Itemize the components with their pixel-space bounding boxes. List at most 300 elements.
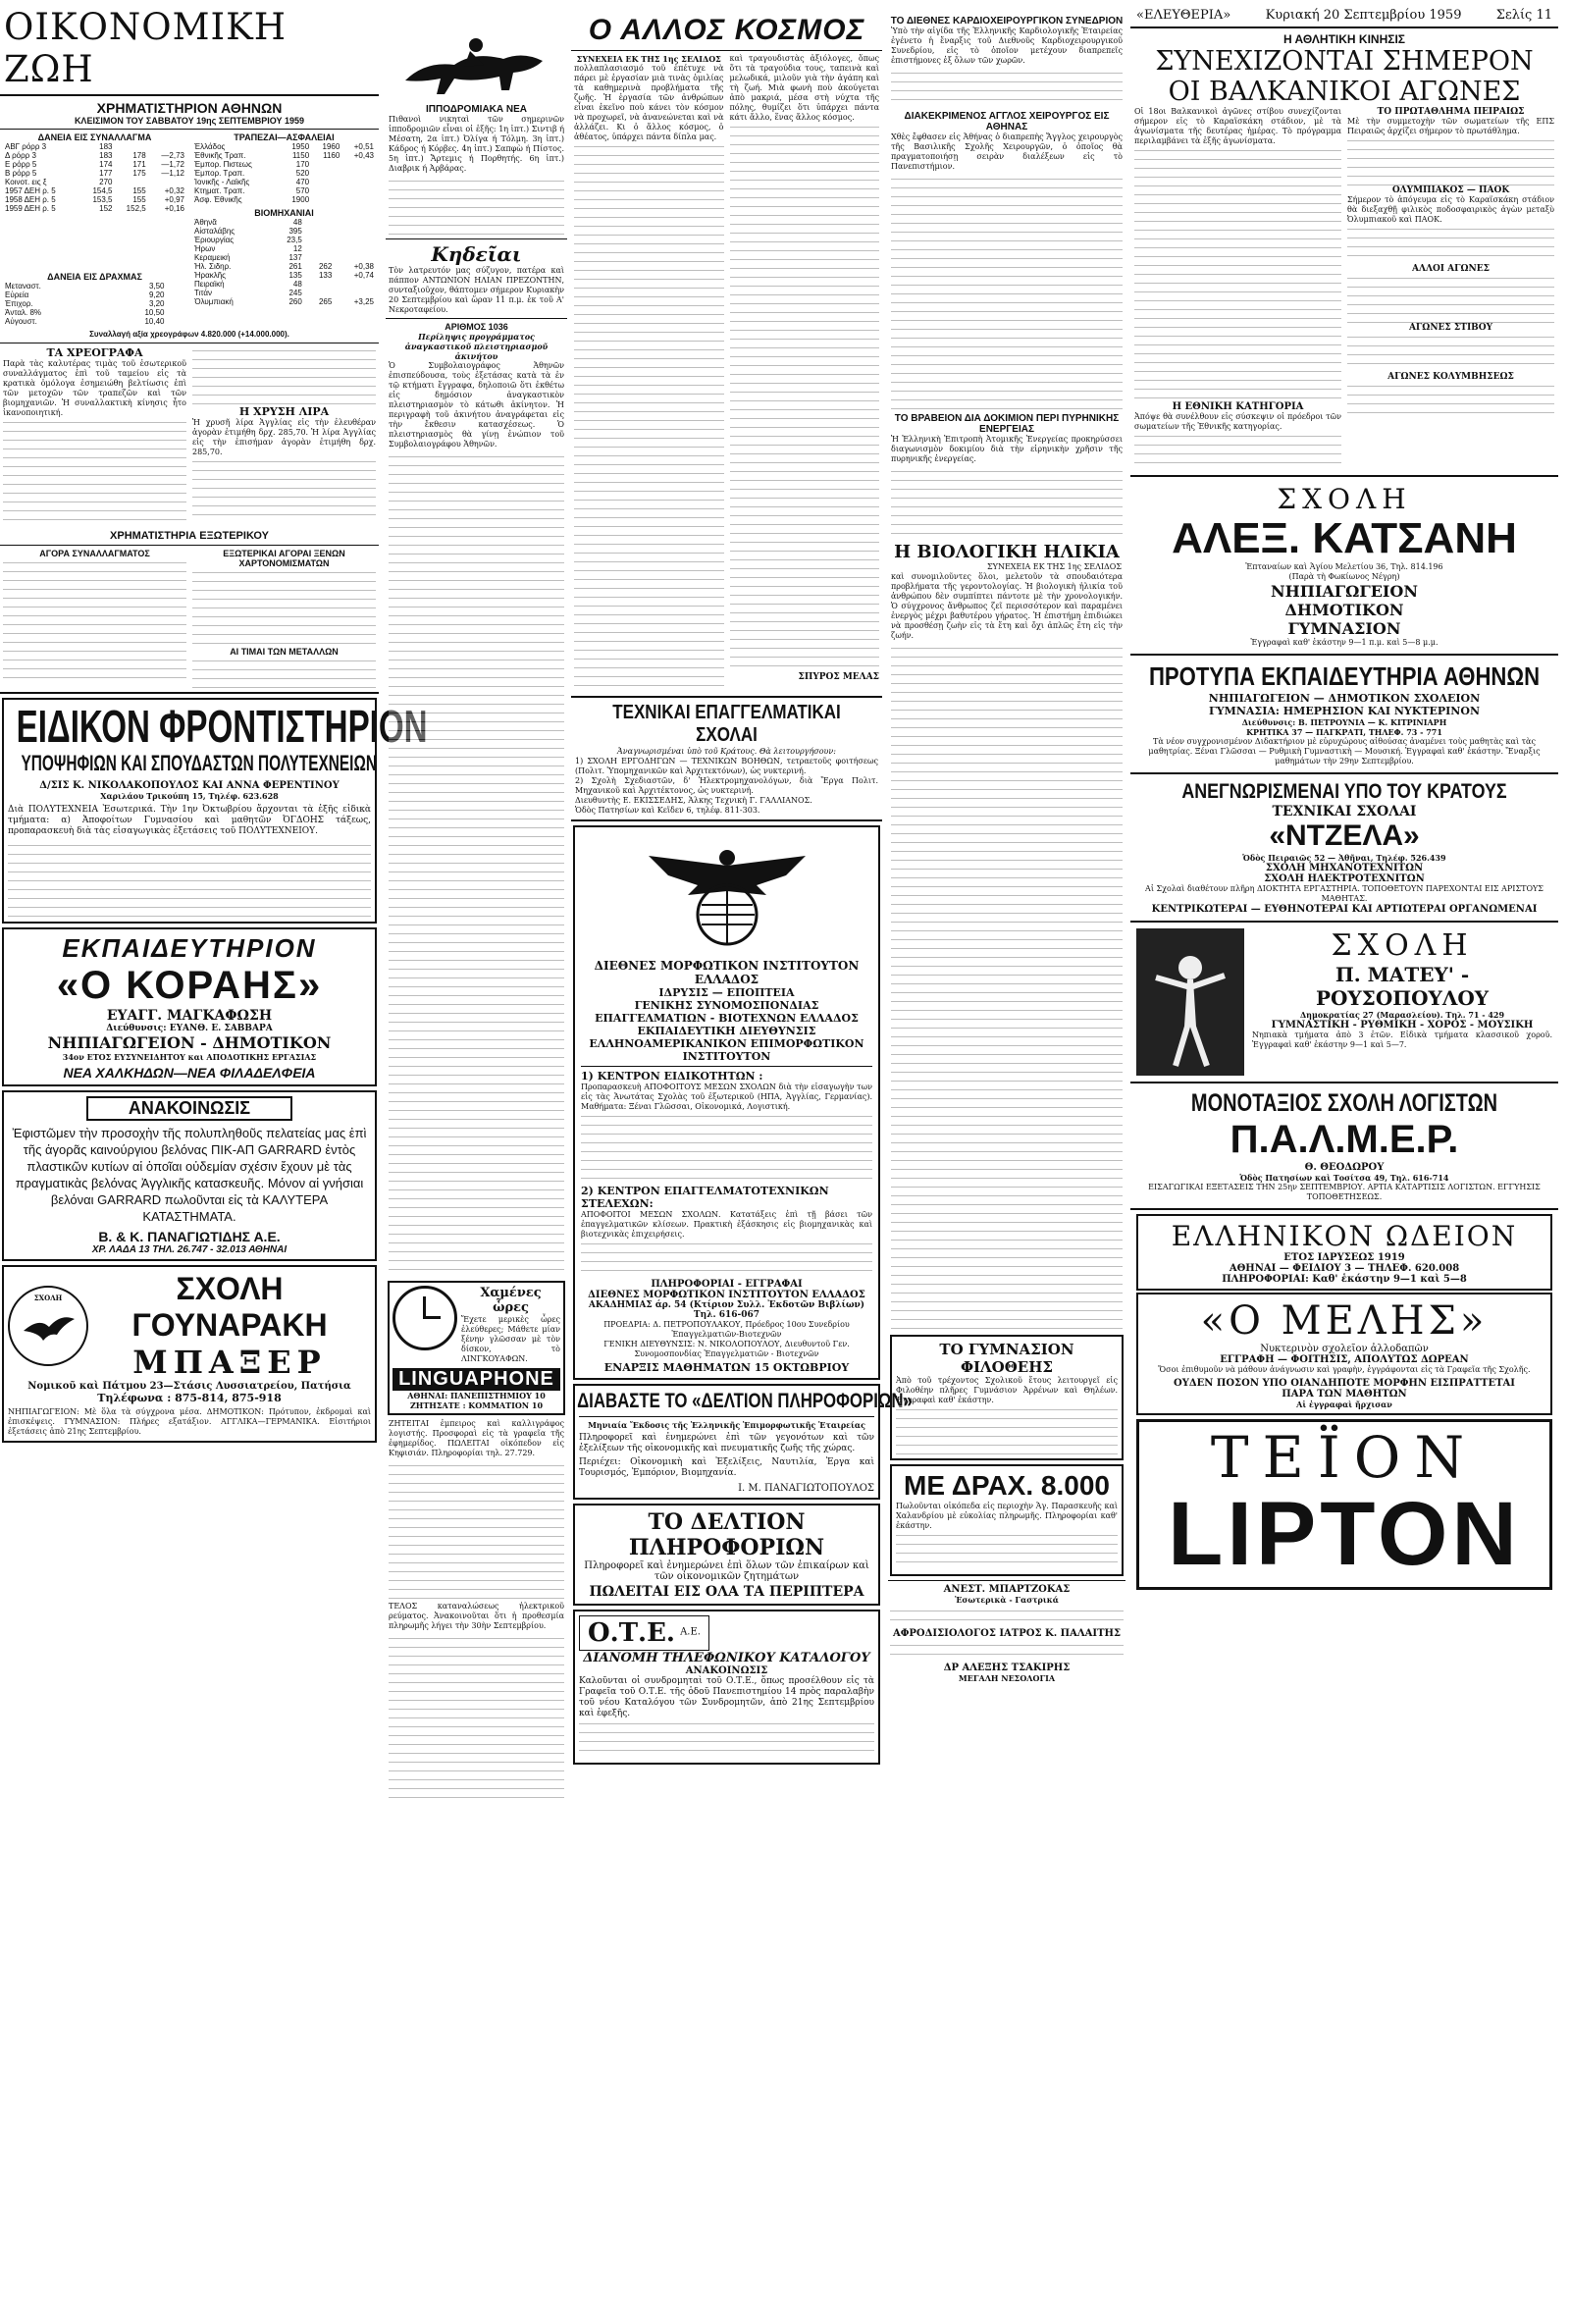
table-cell [177,299,186,308]
gounaraki-logo-text: ΣΧΟΛΗ [33,1294,63,1302]
tea-l2: LIPTON [1168,1484,1521,1584]
chreografa-title: ΤΑ ΧΡΕΟΓΡΑΦΑ [46,346,143,359]
table-row [3,186,186,195]
ethniki-head: Η ΕΘΝΙΚΗ ΚΑΤΗΓΟΡΙΑ [1172,401,1304,412]
table-cell: 1160 [323,151,340,160]
table-cell: 1900 [291,195,310,204]
table-cell [304,218,335,227]
table-cell: Ἀσφ. Ἐθνικῆς [194,195,242,204]
katsani-l3: ΓΥΜΝΑΣΙΟΝ [1287,619,1401,638]
koris-places: ΝΕΑ ΧΑΛΚΗΔΩΝ—ΝΕΑ ΦΙΛΑΔΕΛΦΕΙΑ [63,1065,316,1081]
nitzela-name: «ΝΤΖΕΛΑ» [1269,819,1420,852]
sports-head: Η ΑΘΛΗΤΙΚΗ ΚΙΝΗΣΙΣ [1283,32,1405,46]
table-cell: Ἐριουργίας [194,236,235,244]
melis-l2: ΕΓΓΡΑΦΗ — ΦΟΙΤΗΣΙΣ, ΑΠΟΛΥΤΩΣ ΔΩΡΕΑΝ [1220,1354,1469,1365]
table-cell: 470 [295,178,310,186]
filothei-text: Ἀπὸ τοῦ τρέχοντος Σχολικοῦ ἔτους λειτουργεῖ εἰς Φιλοθέην πλῆρες Γυμνάσιον Ἀρρένων καὶ Θηλέων. Ἐγγραφαὶ καθ' ἑκάστην. [896,1376,1118,1404]
announce-title: ΑΝΑΚΟΙΝΩΣΙΣ [86,1096,292,1121]
deltion-l3: Περιέχει: Οἰκονομικὴ καὶ Ἐξελίξεις, Ναυτιλία, Ἐργα καὶ Τουρισμός, Ἐμπόριον, Βιομηχανία. [579,1457,874,1478]
ad-protypa [1130,660,1558,768]
table-cell: Ἀνταλ. 8% [5,308,42,317]
arithmos-text: Ὁ Συμβολαιογράφος Ἀθηνῶν ἐπισπεύδουσα, τοὺς ἐξετάσας κατὰ τὰ ἐν τῷ κτήματι ἔγγραφα, δηλοποιῶ ὅτι ἐκθέτω εἰς δημόσιον ἀναγκαστικὸν πλειστηριασμὸν τὸ κάτωθι ἀκίνητον. Ἡ περιγραφὴ τοῦ ἀκινήτου ἀναγράφεται εἰς τὴν ἔκθεσιν κατασχέσεως. Ὁ πλειστηριασμὸς θὰ γίνῃ ἐνώπιον τοῦ Συμβολαιογράφου Ἀθηνῶν. [389,361,564,449]
table-cell: 3,20 [148,299,165,308]
protypa-title: ΠΡΟΤΥΠΑ ΕΚΠΑΙΔΕΥΤΗΡΙΑ ΑΘΗΝΩΝ [1148,661,1541,691]
table-cell: Ἐπιχορ. [5,299,33,308]
table-cell: 177 [99,169,113,178]
table-cell: —1,12 [161,169,184,178]
table-cell: 171 [132,160,146,169]
institute-president: ΠΡΟΕΔΡΙΑ: Δ. ΠΕΤΡΟΠΟΥΛΑΚΟΥ, Πρόεδρος 10ου Συνεδρίου Ἐπαγγελματιῶν-Βιοτεχνῶν [603,1320,850,1339]
text2: Χθὲς ἔφθασεν εἰς Ἀθήνας ὁ διαπρεπὴς Ἄγγλος χειρουργὸς τῆς Βασιλικῆς Σχολῆς Χειρουργῶν, ὁ ὁποῖος θὰ πραγματοποιήσῃ σειρὰν διαλέξεων εἰς τὸ Πανεπιστήμιον. [891,132,1123,171]
table-cell: 48 [292,218,302,227]
melis-foot1: ΟΥΔΕΝ ΠΟΣΟΝ ΥΠΟ ΟΙΑΝΔΗΠΟΤΕ ΜΟΡΦΗΝ ΕΙΣΠΡΑΤΤΕΤΑΙ [1174,1378,1515,1389]
linguaphone-cta: ΖΗΤΗΣΑΤΕ : ΚΟΜΜΑΤΙΟΝ 10 [409,1400,544,1410]
table-cell [115,178,148,186]
doctor-2: ΑΦΡΟΔΙΣΙΟΛΟΓΟΣ ΙΑΤΡΟΣ Κ. ΠΑΛΑΙΤΗΣ [892,1628,1122,1639]
table-row [3,204,186,213]
author: ΣΠΥΡΟΣ ΜΕΛΑΣ [798,672,879,682]
table-cell: Δ ρόρρ 3 [5,151,36,160]
palmer-name: Π.Α.Λ.Μ.Ε.Ρ. [1230,1118,1459,1161]
drachma-table [3,282,186,326]
schools-subtitle: Ἀναγνωρισμέναι ὑπὸ τοῦ Κράτους. Θὰ λειτουργήσουν: [617,747,836,756]
katsani-address-2: (Παρὰ τὴ Φωκίωνος Νέγρη) [1288,572,1400,581]
table-cell: 260 [288,297,302,306]
table-cell: Εὐρεία [5,290,29,299]
paper-title: ΕΞΩΤΕΡΙΚΑΙ ΑΓΟΡΑΙ ΞΕΝΩΝ ΧΑΡΤΟΝΟΜΙΣΜΑΤΩΝ [223,549,345,568]
table-cell [334,280,376,289]
table-row [192,262,376,271]
cont-left: ΣΥΝΕΧΕΙΑ ΕΚ ΤΗΣ 1ης ΣΕΛΙΔΟΣ [576,54,721,64]
piraeus-text: Μὲ τὴν συμμετοχὴν τῶν σωματείων τῆς ΕΠΣ Πειραιῶς ἀρχίζει σήμερον τὸ πρωτάθλημα. [1347,117,1554,135]
ad-nitzela [1130,778,1558,917]
table-row [192,271,376,280]
institute-l4: ΕΚΠΑΙΔΕΥΤΙΚΗ ΔΙΕΥΘΥΝΣΙΣ [637,1025,816,1037]
protypa-text: Τὰ νέον συγχρονισμένον Διδακτήριον μὲ εὐρυχώρους αἰθούσας ἀναμένει τοὺς μαθητὰς καὶ τὰς μαθητρίας. Ξέναι Γλῶσσαι — Ρυθμικὴ Γυμναστικὴ — Μουσική. Ἐγγραφαὶ καθ' ἑκάστην. Ἔναρξις μαθημάτων τὴν 29ην Σεπτεμβρίου. [1148,737,1541,766]
ote-subtitle: ΔΙΑΝΟΜΗ ΤΗΛΕΦΩΝΙΚΟΥ ΚΑΤΑΛΟΓΟΥ [583,1651,870,1665]
katsani-top: ΣΧΟΛΗ [1277,483,1412,515]
metals-title: ΑΙ ΤΙΜΑΙ ΤΩΝ ΜΕΤΑΛΛΩΝ [230,647,339,657]
hippo-title: ΙΠΠΟΔΡΟΜΙΑΚΑ ΝΕΑ [425,104,528,115]
deltion-title: ΔΙΑΒΑΣΤΕ ΤΟ «ΔΕΛΤΙΟΝ ΠΛΗΡΟΦΟΡΙΩΝ» [577,1390,913,1412]
table-cell: Ἰονικῆς - Λαϊκῆς [194,178,250,186]
other-world-text-b: καὶ τραγουδιστὰς ἀξιόλογες, ὅπως ὅτι τὰ τραγούδια τους, ταπεινὰ καὶ μελωδικά, μιλοῦν γιὰ τὴν ἀγάπη καὶ τὴ ζωή. Μιὰ φωνὴ ποὺ ἀκούγεται ἀπὸ μακριά, μέσα στὴ νύχτα τῆς πόλης, θυμίζει ὅτι ὑπάρχει πάντα κάτι ἄλλο, ἕνας ἄλλος κόσμος. [729,54,879,122]
table-row [192,195,376,204]
table-cell [311,169,341,178]
institute-l2: ΙΔΡΥΣΙΣ — ΕΠΟΠΤΕΙΑ [658,986,795,999]
filothei-title: ΤΟ ΓΥΜΝΑΣΙΟΝ ΦΙΛΟΘΕΗΣ [939,1341,1074,1376]
ad-filothei [890,1335,1124,1460]
table-cell [341,186,376,195]
table-cell: 570 [295,186,310,195]
table-cell: Μεταναστ. [5,282,41,290]
table-cell: Ἐμπορ. Τραπ. [194,169,245,178]
balkan-text: Οἱ 18οι Βαλκανικοὶ ἀγῶνες στίβου συνεχίζονται σήμερον εἰς τὸ Καραϊσκάκη στάδιον, μὲ τὰ ἀγωνίσματα τῆς δευτέρας ἡμέρας. Τὸ πρόγραμμα περιλαμβάνει τὰ ἑξῆς ἀγωνίσματα. [1134,107,1341,145]
matey-name: Π. ΜΑΤΕΥ' - ΡΟΥΣΟΠΟΥΛΟΥ [1315,963,1490,1010]
table-cell: 135 [288,271,302,280]
table-cell [167,317,177,326]
total-line: Συναλλαγή αξία χρεογράφων 4.820.000 (+14.000.000). [89,330,289,339]
clock-icon [392,1286,457,1350]
table-cell: 520 [295,169,310,178]
table-cell [148,178,186,186]
table-cell: Κτηματ. Τραπ. [194,186,245,195]
table-cell [341,160,376,169]
table-cell [167,282,177,290]
column-hippodrome [386,0,567,1804]
table-row [192,244,376,253]
table-cell [304,227,335,236]
table-row [3,142,186,151]
table-row [3,160,186,169]
palmer-address: Ὁδὸς Πατησίων καὶ Τοσίτσα 49, Τηλ. 616-714 [1239,1173,1449,1183]
nitzela-address: Ὁδὸς Πειραιῶς 52 — Ἀθῆναι, Τηλέφ. 526.439 [1242,853,1446,863]
table-cell: Ἐμπορ. Πιστεως [194,160,252,169]
ad-ote [573,1610,880,1765]
table-cell: +0,74 [353,271,374,280]
table-cell: 153,5 [92,195,113,204]
table-row [192,169,376,178]
table-cell [341,195,376,204]
katsani-name: ΑΛΕΞ. ΚΑΤΣΑΝΗ [1172,514,1517,562]
gounaraki-phone: Τηλέφωνα : 875-814, 875-918 [97,1392,282,1404]
arithmos-subtitle: Περίληψις προγράμματος ἀναγκαστικοῦ πλειστηριασμοῦ ἀκινήτου [404,332,549,361]
matey-l1: ΓΥΜΝΑΣΤΙΚΗ - ΡΥΘΜΙΚΗ - ΧΟΡΟΣ - ΜΟΥΣΙΚΗ [1271,1020,1534,1030]
table-cell: 155 [132,186,146,195]
koris-founder: ΕΥΑΓΓ. ΜΑΓΚΑΦΩΣΗ [106,1008,273,1024]
column-other-world [571,0,913,1769]
chreografa-text: Παρὰ τὰς καλυτέρας τιμὰς τοῦ ἐσωτερικοῦ συναλλάγματος ἐπὶ τοῦ ταμείου εἰς τὰ κρατικὰ ὁμόλογα ἐσημειώθη βελτίωσις ἐπὶ τῶν μετοχῶν τῶν τραπεζῶν καὶ τῶν βιομηχανιῶν. Ἡ συναλλακτικὴ κίνησις ἦτο ἱκανοποιητική. [3,359,186,417]
table-cell: 175 [132,169,146,178]
table-cell: +0,97 [164,195,184,204]
institute-address: ΑΚΑΔΗΜΙΑΣ άρ. 54 (Κτίριον Συλλ. Ἐκδοτῶν Βιβλίων) Τηλ. 616-067 [588,1300,865,1320]
koris-level: ΝΗΠΙΑΓΩΓΕΙΟΝ - ΔΗΜΟΤΙΚΟΝ [47,1033,332,1052]
table-cell: Ἡλ. Σιδηρ. [194,262,232,271]
announce-address: ΧΡ. ΛΑΔΑ 13 ΤΗΛ. 26.747 - 32.013 ΑΘΗΝΑΙ [91,1244,288,1255]
hippo-text: Πιθανοὶ νικηταὶ τῶν σημερινῶν ἱπποδρομιῶν εἶναι οἱ ἑξῆς: 1η ἰπτ.) Σιντιβ ή Μέσατη, 2α ἰπτ.) Ὀλίγα ή Τόλμη. 3η ἰπτ.) Κάδρος ή Κόρβες. 4η ἰπτ.) Σαπφὼ ή Πίστος. 5η ἰπτ.) Ἄρτεμις ή Πορθητής. 6η ἰπτ.) Διαβρικ ή Ἀρβάρας. [389,115,564,173]
protypa-l1: ΝΗΠΙΑΓΩΓΕΙΟΝ — ΔΗΜΟΤΙΚΟΝ ΣΧΟΛΕΙΟΝ [1208,692,1481,705]
table-cell: 152,5 [126,204,146,213]
table-cell: Β ρόρρ 5 [5,169,37,178]
koris-top: ΕΚΠΑΙΔΕΥΤΗΡΙΟΝ [62,933,317,963]
ad-matey [1130,926,1558,1078]
table-row [192,151,376,160]
ad-koris [2,927,377,1086]
table-cell: Κοινοτ. εις ξ [5,178,47,186]
ad-linguaphone [388,1281,565,1415]
other-world-title: Ο ΑΛΛΟΣ ΚΟΣΜΟΣ [588,14,865,46]
table-cell: +0,38 [353,262,374,271]
katsani-hours: Ἐγγραφαὶ καθ' ἑκάστην 9—1 π.μ. καὶ 5—8 μ.μ. [1250,638,1439,647]
table-cell: 174 [99,160,113,169]
table-row [3,282,186,290]
table-row [192,297,376,306]
ad-lipton [1136,1419,1552,1590]
tea-l1: ΤΕΪΟΝ [1210,1424,1479,1491]
piraeus-title: ΤΟ ΠΡΩΤΑΘΛΗΜΑ ΠΕΙΡΑΙΩΣ [1377,107,1525,117]
loans-head: ΔΑΝΕΙΑ ΕΙΣ ΣΥΝΑΛΛΑΓΜΑ [37,132,152,142]
table-cell: 178 [132,151,146,160]
palmer-director: Θ. ΘΕΟΔΩΡΟΥ [1304,1162,1385,1173]
protypa-l2: ΓΥΜΝΑΣΙΑ: ΗΜΕΡΗΣΙΟΝ ΚΑΙ ΝΥΚΤΕΡΙΝΟΝ [1209,705,1480,717]
ote-announce: ΑΝΑΚΟΙΝΩΣΙΣ [685,1665,768,1676]
frontistirion-address: Χαριλάου Τρικούπη 15, Τηλέφ. 623.628 [100,791,279,801]
ad-palmer [1130,1087,1558,1204]
table-row [3,151,186,160]
table-cell: Κεραμεική [194,253,231,262]
table-cell: Ε ρόρρ 5 [5,160,37,169]
text3: Ἡ Ἑλληνικὴ Ἐπιτροπὴ Ἀτομικῆς Ἐνεργείας προκηρύσσει διαγωνισμὸν δοκιμίου διὰ τὴν εἰρηνικὴν χρῆσιν τῆς πυρηνικῆς ἐνεργείας. [891,435,1123,463]
katsani-l1: ΝΗΠΙΑΓΩΓΕΙΟΝ [1271,582,1418,601]
table-cell: 1950 [291,142,310,151]
schools-title: ΤΕΧΝΙΚΑΙ ΕΠΑΓΓΕΛΜΑΤΙΚΑΙ ΣΧΟΛΑΙ [612,702,841,746]
katsani-address: Ἐπταναίων καὶ Ἁγίου Μελετίου 36, Τηλ. 814.196 [1245,562,1443,571]
banks-head: ΤΡΑΠΕΖΑΙ—ΑΣΦΑΛΕΙΑΙ [234,132,335,142]
table-cell [311,160,341,169]
table-cell: 1960 [322,142,340,151]
melis-foot3: Αἱ ἐγγραφαὶ ἤρχισαν [1296,1400,1392,1409]
table-cell [304,253,335,262]
column-sports-ads [1130,0,1558,1594]
melis-text: Ὅσοι ἐπιθυμοῦν νὰ μάθουν ἀνάγνωσιν καὶ γραφὴν, ἐγγράφονται εἰς τὰ Γραφεῖα τῆς Σχολῆς. [1158,1365,1531,1374]
frontistirion-text: Διὰ ΠΟΛΥΤΕΧΝΕΙΑ Ἐσωτερικά. Τὴν 1ην Ὀκτωβρίου ἄρχονται τὰ ἑξῆς εἰδικὰ τμήματα: α) Ἀποφοίτων Γυμνασίου καὶ μαθητῶν ὈΓΔΟΗΣ τάξεως, προπαρασκευὴ διὰ τὰς εἰσαγωγικὰς ἐξετάσεις τοῦ ΠΟΛΥΤΕΧΝΕΙΟΥ. [8,805,371,836]
doctor-1-spec: Ἐσωτερικὰ - Γαστρικά [955,1595,1059,1605]
jockey-illustration [386,22,567,104]
text1: Ὑπὸ τὴν αἰγίδα τῆς Ἑλληνικῆς Καρδιολογικῆς Ἑταιρείας ἐγένετο ἡ ἔναρξις τοῦ Διεθνοῦς Καρδιοχειρουργικοῦ Συνεδρίου, εἰς τὸ ὁποῖον μετέχουν διαπρεπεῖς ἐπιστήμονες ἐξ ὅλων τῶν χωρῶν. [891,26,1123,65]
table-cell: Πειραϊκή [194,280,225,289]
institute-c2-text: ΑΠΟΦΟΙΤΟΙ ΜΕΣΩΝ ΣΧΟΛΩΝ. Κατατάξεις ἐπὶ τῇ βάσει τῶν ἐπαγγελματικῶν κλίσεων. Πρακτικὴ ἐξάσκησις εἰς βιομηχανικὰς καὶ βιοτεχνικὰς ἐπιχειρήσεις. [581,1210,872,1239]
gounaraki-logo [8,1286,88,1366]
bourse-title: ΧΡΗΜΑΤΙΣΤΗΡΙΟΝ ΑΘΗΝΩΝ [96,100,283,116]
table-cell: Ὀλυμπιακή [194,297,234,306]
table-cell [341,178,376,186]
linguaphone-brand: LINGUAPHONE [392,1368,560,1391]
table-cell: +0,51 [353,142,374,151]
olympiakos-text: Σήμερον τὸ ἀπόγευμα εἰς τὸ Καραϊσκάκη στάδιον θὰ διεξαχθῇ φιλικὸς ποδοσφαιρικὸς ἀγὼν μεταξὺ Ὀλυμπιακοῦ καὶ ΠΑΟΚ. [1347,195,1554,224]
table-row [3,290,186,299]
table-row [3,195,186,204]
table-cell: ΑΒΓ ρόρρ 3 [5,142,47,151]
table-cell: Τιτάν [194,289,213,297]
table-cell [311,195,341,204]
table-row [192,227,376,236]
table-cell [311,178,341,186]
ad-draxmes [890,1464,1124,1576]
gounaraki-title: ΣΧΟΛΗ ΓΟΥΝΑΡΑΚΗ [131,1271,328,1343]
deltion-sign: Ι. Μ. ΠΑΝΑΓΙΩΤΟΠΟΥΛΟΣ [738,1483,874,1494]
table-cell [304,289,335,297]
ad-frontistirion [2,698,428,924]
institute-l3: ΓΕΝΙΚΗΣ ΣΥΝΟΜΟΣΠΟΝΔΙΑΣ ΕΠΑΓΓΕΛΜΑΤΙΩΝ - ΒΙΟΤΕΧΝΩΝ ΕΛΛΑΔΟΣ [595,999,859,1025]
horse-racing-icon [386,22,567,104]
table-cell: 1150 [291,151,310,160]
linguaphone-address: ΑΘΗΝΑΙ: ΠΑΝΕΠΙΣΤΗΜΙΟΥ 10 [407,1391,546,1400]
koris-text: 34ον ΕΤΟΣ ΕΥΣΥΝΕΙΔΗΤΟΥ και ΑΠΟΔΟΤΙΚΗΣ ΕΡΓΑΣΙΑΣ [62,1052,317,1062]
institute-general: ΓΕΝΙΚΗ ΔΙΕΥΘΥΝΣΙΣ: Ν. ΝΙΚΟΛΟΠΟΥΛΟΥ, Διευθυντοῦ Γεν. Συνομοσπονδίας Ἐπαγγελματιῶν - Βιοτεχνῶν [603,1340,850,1358]
list-item: 2) Σχολὴ Σχεδιαστῶν, δ' Ἠλεκτρομηχανολόγων, διὰ Ἔργα Πολιτ. Μηχανικοῦ καὶ Ἀρχιτέκτονος, ὡς νυκτερινή. [575,776,878,795]
alloi-head: ΑΛΛΟΙ ΑΓΩΝΕΣ [1412,264,1490,274]
announce-text: Ἐφιστῶμεν τὴν προσοχὴν τῆς πολυπληθοῦς πελατείας μας ἐπὶ τῆς ἀγορᾶς καινούργιου βελόνας ΠΙΚ-ΑΠ GARRARD ἐντὸς πλαστικῶν κυτίων αἱ ὁποῖαι οὐδεμίαν σχέσιν ἔχουν μὲ τὰς πραγματικὰς βελόνας Ἀγγλικῆς κατασκευῆς. Μόνον αἱ γνήσιαι βελόναι GARRARD πωλοῦνται εἰς τὰ ΚΑΛΥΤΕΡΑ ΚΑΤΑΣΤΗΜΑΤΑ. [12,1126,367,1224]
table-row [192,178,376,186]
table-cell: Ἡρακλῆς [194,271,227,280]
melis-l1: Νυκτερινὸν σχολεῖον ἀλλοδαπῶν [1260,1344,1429,1354]
industry-table [192,218,376,306]
table-cell: Ἐθνικῆς Τραπ. [194,151,246,160]
kideia-title: Κηδεῖαι [431,242,522,266]
table-cell: Αὐγουστ. [5,317,37,326]
doctor-1: ΑΝΕΣΤ. ΜΠΑΡΤΖΟΚΑΣ [943,1584,1071,1595]
ote-text: Καλοῦνται οἱ συνδρομηταὶ τοῦ Ο.Τ.Ε., ὅπως προσέλθουν εἰς τὰ Γραφεῖα τοῦ Ο.Τ.Ε. τῆς ὁδοῦ Πανεπιστημίου 14 πρὸς παραλαβὴν τοῦ νέου Καταλόγου τῶν Συνδρομητῶν, ἀπὸ 21ης Σεπτεμβρίου καὶ ἐφεξῆς. [579,1676,874,1718]
institute-c1: 1) ΚΕΝΤΡΟΝ ΕΙΔΙΚΟΤΗΤΩΝ : [581,1070,763,1083]
nitzela-sub: ΤΕΧΝΙΚΑΙ ΣΧΟΛΑΙ [1272,804,1417,819]
table-cell: 3,50 [148,282,165,290]
table-cell [334,218,376,227]
cont-4: ΣΥΝΕΧΕΙΑ ΕΚ ΤΗΣ 1ης ΣΕΛΙΔΟΣ [987,562,1122,571]
drachma-head: ΔΑΝΕΙΑ ΕΙΣ ΔΡΑΧΜΑΣ [47,272,142,282]
table-cell: 152 [99,204,113,213]
table-row [3,178,186,186]
table-cell: 137 [288,253,302,262]
table-cell [167,290,177,299]
odeion-info: ΠΛΗΡΟΦΟΡΙΑΙ: Καθ' ἑκάστην 9—1 καὶ 5—8 [1222,1274,1467,1285]
table-row [192,253,376,262]
table-row [3,317,186,326]
doctor-3: ΔΡ ΑΛΕΞΗΣ ΤΣΑΚΙΡΗΣ [943,1663,1071,1673]
table-cell [334,236,376,244]
table-cell [304,236,335,244]
list-item: 1) ΣΧΟΛΗ ΕΡΓΟΔΗΓΩΝ — ΤΕΧΝΙΚΩΝ ΒΟΗΘΩΝ, τετραετοῦς φοιτήσεως (Πολιτ. Ὑπομηχανικῶν καὶ Ἀρχιτεκτόνων), ὡς νυκτερινή. [575,757,878,775]
ote-title: Ο.Τ.Ε. [588,1618,675,1648]
table-cell: 245 [288,289,302,297]
olympiakos-head: ΟΛΥΜΠΙΑΚΟΣ — ΠΑΟΚ [1391,185,1510,195]
gounaraki-address: Νομικοῦ καὶ Πάτμου 23—Στάσις Λυσσιατρείου, Πατήσια [27,1381,351,1392]
table-cell: 183 [99,151,113,160]
text4: καὶ συνομιλοῦντες ὅλοι, μελετοῦν τὰ σπουδαιότερα προβλήματα τῆς γεροντολογίας. Ἡ βιολογικὴ ἡλικία τοῦ ἀνθρώπου δὲν συμπίπτει πάντοτε μὲ τὴν χρονολογικήν. Ὁ σύγχρονος ἄνθρωπος ζεῖ περισσότερον καὶ παραμένει ἐνεργὸς μέχρι βαθυτέρου γήρατος. Ἡ ἐπιστήμη ἐπιδιώκει νὰ προσθέσῃ ζωὴν εἰς τὰ ἔτη καὶ ὄχι ἁπλῶς ἔτη εἰς τὴν ζωήν. [891,572,1123,640]
section-title: ΟΙΚΟΝΟΜΙΚΗ ΖΩΗ [4,6,288,90]
notice-text: ΖΗΤΕΙΤΑΙ ἐμπειρος καὶ καλλιγράφος λογιστής. Προσφοραὶ εἰς τὰ γραφεῖα τῆς ἐφημερίδος. ΠΩΛΕΙΤΑΙ οἰκόπεδον εἰς Κηφισιάν. Πληροφορίαι τηλ. 27.729. [389,1419,564,1457]
odeion-title: ΕΛΛΗΝΙΚΟΝ ΩΔΕΙΟΝ [1171,1220,1518,1252]
stivou-head: ΑΓΩΝΕΣ ΣΤΙΒΟΥ [1408,323,1493,333]
loans-table [3,142,186,213]
table-cell: Ἀθηνᾶ [194,218,217,227]
list-item: Διευθυντὴς Ε. ΕΚΙΣΣΕΔΗΣ, Ἀλκης Τεχνικὴ Γ. ΓΑΛΛΙΑΝΟΣ. [575,796,812,805]
ad-institute [573,825,880,1380]
head3: ΤΟ ΒΡΑΒΕΙΟΝ ΔΙΑ ΔΟΚΙΜΙΟΝ ΠΕΡΙ ΠΥΡΗΝΙΚΗΣ ΕΝΕΡΓΕΙΑΣ [894,413,1120,435]
protypa-address: ΚΡΗΤΙΚΑ 37 — ΠΑΓΚΡΑΤΙ, ΤΗΛΕΦ. 73 - 771 [1246,727,1442,737]
eagle-emblem [581,831,872,959]
chrysi-text: Ἡ χρυσῆ λίρα Ἀγγλίας εἰς τὴν ἐλευθέραν ἀγορὰν ἐτιμήθη δρχ. 285,70. Ἡ λίρα Ἀγγλίας εἰς τὴν ἐπισήμαν ἀγορὰν ἐτιμήθη δρχ. 285,70. [192,418,376,456]
banks-table [192,142,376,204]
matey-text: Νηπιακὰ τμήματα ἀπὸ 3 ἐτῶν. Εἰδικὰ τμήματα κλασσικοῦ χοροῦ. Ἐγγραφαὶ καθ' ἑκάστην 9—1 καὶ 5—7. [1252,1030,1552,1049]
katsani-l2: ΔΗΜΟΤΙΚΟΝ [1284,601,1404,619]
frontistirion-title: ΕΙΔΙΚΟΝ ΦΡΟΝΤΙΣΤΗΡΙΟΝ [16,701,428,752]
ad-gounaraki [2,1265,377,1443]
table-row [3,308,186,317]
table-cell [115,142,148,151]
table-row [192,236,376,244]
ad-katsani [1130,481,1558,650]
table-cell [177,282,186,290]
table-cell [334,244,376,253]
chrysi-title: Η ΧΡΥΣΗ ΛΙΡΑ [238,405,330,418]
ad-melis [1136,1293,1552,1415]
table-cell: +0,43 [353,151,374,160]
institute-c2: 2) ΚΕΝΤΡΟΝ ΕΠΑΓΓΕΛΜΑΤΟΤΕΧΝΙΚΩΝ ΣΤΕΛΕΧΩΝ: [581,1185,829,1210]
table-row [3,169,186,178]
institute-info: ΠΛΗΡΟΦΟΡΙΑΙ - ΕΓΓΡΑΦΑΙ [651,1279,803,1290]
table-cell [167,299,177,308]
linguaphone-head: Χαμένες ὧρες [480,1286,542,1315]
table-cell: Ἡρων [194,244,216,253]
nitzela-l2: ΣΧΟΛΗ ΗΛΕΚΤΡΟΤΕΧΝΙΤΩΝ [1264,873,1425,884]
ad-deltion [573,1384,913,1500]
gounaraki-text: ΝΗΠΙΑΓΩΓΕΙΟΝ: Μὲ ὅλα τὰ σύγχρονα μέσα. ΔΗΜΟΤΙΚΟΝ: Πρότυπον, ἐκδρομαὶ καὶ ἐπισκέψεις. ΓΥΜΝΑΣΙΟΝ: Πλήρες εξατάξιον. ΑΓΓΛΙΚΑ—ΓΕΡΜΑΝΙΚΑ. Εἰσιτήριοι ἐξετάσεις ἀπὸ 21ης Σεπτεμβρίου. [8,1407,371,1436]
table-cell: 262 [318,262,333,271]
table-row [192,186,376,195]
table-cell: 133 [318,271,333,280]
table-cell [311,186,341,195]
deltion2-title: ΤΟ ΔΕΛΤΙΟΝ ΠΛΗΡΟΦΟΡΙΩΝ [628,1509,825,1560]
gounaraki-subtitle: ΜΠΑΞΕΡ [132,1344,327,1381]
palmer-text: ΕΙΣΑΓΩΓΙΚΑΙ ΕΞΕΤΑΣΕΙΣ ΤΗΝ 25ην ΣΕΠΤΕΜΒΡΙΟΥ. ΑΡΤΙΑ ΚΑΤΑΡΤΙΣΙΣ ΛΟΓΙΣΤΩΝ. ΕΓΓΥΗΣΙΣ ΤΟΠΟΘΕΤΗΣΕΩΣ. [1148,1183,1541,1201]
table-cell: 1957 ΔΕΗ ρ. 5 [5,186,56,195]
frontistirion-directors: Δ/ΣΙΣ Κ. ΝΙΚΟΛΑΚΟΠΟΥΛΟΣ ΚΑΙ ΑΝΝΑ ΦΕΡΕΝΤΙΝΟΥ [39,780,340,791]
table-cell [177,290,186,299]
table-cell: 170 [295,160,310,169]
dancer-icon [1136,928,1244,1076]
linguaphone-text: Ἔχετε μερικὲς ὧρες ἐλεύθερες; Μάθετε μίαν ξένην γλῶσσαν μὲ τὸν δίσκον, τὸ ΛΙΝΓΚΟΥΑΦΩΝ. [461,1315,560,1363]
table-cell [304,280,335,289]
other-world-text-a: πολλαπλασιασμό τοῦ ἐπέτυχε νὰ πάρει μὲ ἐργασίαν μιὰ τινὰς ὁμιλίας τὰ καθημερινὰ προβλήματα τῆς ζωῆς. Ἡ ἐργασία τῶν ἀνθρώπων εἶναι ἐκεῖνο ποὺ κάνει τὸν κόσμον νὰ προχωρεῖ, νὰ ἀνανεώνεται καὶ νὰ ἀλλάζει. Κι ὁ ἄλλος κόσμος, ὁ ἀθέατος, ὑπάρχει πάντα δίπλα μας. [574,64,724,141]
table-cell [334,227,376,236]
arithmos-title: ΑΡΙΘΜΟΣ 1036 [445,322,508,332]
table-cell: 10,50 [144,308,165,317]
kideia-text: Τὸν λατρευτόν μας σύζυγον, πατέρα καὶ πάππον ΑΝΤΩΝΙΟΝ ΗΛΙΑΝ ΠΡΕΖΟΝΤΗΝ, συνταξιοῦχον, θάπτομεν σήμερον Κυριακὴν 20 Σεπτεμβρίου καὶ ὥραν 11 π.μ. ἐκ τοῦ Α' Νεκροταφείου. [389,266,564,314]
ad-announcement [2,1090,377,1261]
head1: ΤΟ ΔΙΕΘΝΕΣ ΚΑΡΔΙΟΧΕΙΡΟΥΡΓΙΚΟΝ ΣΥΝΕΔΡΙΟΝ [890,16,1124,26]
frontistirion-subtitle: ΥΠΟΨΗΦΙΩΝ ΚΑΙ ΣΠΟΥΔΑΣΤΩΝ ΠΟΛΥΤΕΧΝΕΙΩΝ [21,751,377,775]
table-cell [334,253,376,262]
table-cell: +0,16 [164,204,184,213]
table-cell: 395 [288,227,302,236]
koris-director: Διεύθυνσις: ΕΥΑΝΘ. Ε. ΣΑΒΒΑΡΑ [106,1024,273,1033]
palmer-head: ΜΟΝΟΤΑΞΙΟΣ ΣΧΟΛΗ ΛΟΓΙΣΤΩΝ [1190,1089,1498,1117]
table-cell: Αἰσταλάβης [194,227,236,236]
draxmes-text: Πωλοῦνται οἰκόπεδα εἰς περιοχὴν Ἁγ. Παρασκευῆς καὶ Χαλανδρίου μὲ εὐκολίας πληρωμῆς. Πληροφορίαι καθ' ἑκάστην. [896,1502,1118,1530]
ad-deltion-2 [573,1504,880,1606]
koris-title: «Ο ΚΟΡΑΗΣ» [56,964,323,1007]
table-cell: 1959 ΔΕΗ ρ. 5 [5,204,56,213]
odeion-year: ΕΤΟΣ ΙΔΡΥΣΕΩΣ 1919 [1283,1252,1405,1263]
telos-text: ΤΕΛΟΣ καταναλώσεως ἠλεκτρικοῦ ρεύματος. Ἀνακοινοῦται ὅτι ἡ προθεσμία πληρωμῆς λήγει τὴν 30ὴν Σεπτεμβρίου. [389,1602,564,1630]
masthead-paper: «ΕΛΕΥΘΕΡΙΑ» [1136,8,1231,23]
draxmes-title: ΜΕ ΔΡΑΧ. 8.000 [904,1470,1110,1501]
table-cell: 1958 ΔΕΗ ρ. 5 [5,195,56,204]
table-row [192,218,376,227]
head4: Η ΒΙΟΛΟΓΙΚΗ ΗΛΙΚΙΑ [894,542,1120,562]
table-cell: 12 [292,244,302,253]
institute-l1: ΔΙΕΘΝΕΣ ΜΟΡΦΩΤΙΚΟΝ ΙΝΣΤΙΤΟΥΤΟΝ ΕΛΛΑΔΟΣ [594,959,860,986]
table-cell [177,308,186,317]
table-cell: +0,32 [164,186,184,195]
table-cell [148,142,186,151]
table-row [192,280,376,289]
bourse-subtitle: ΚΛΕΙΣΙΜΟΝ ΤΟΥ ΣΑΒΒΑΤΟΥ 19ης ΣΕΠΤΕΜΒΡΙΟΥ 1959 [74,116,305,126]
institute-info2: ΔΙΕΘΝΕΣ ΜΟΡΦΩΤΙΚΟΝ ΙΝΣΤΙΤΟΥΤΟΝ ΕΛΛΑΔΟΣ [588,1290,865,1300]
institute-c1-text: Προπαρασκευὴ ΑΠΟΦΟΙΤΟΥΣ ΜΕΣΩΝ ΣΧΟΛΩΝ διὰ τὴν εἰσαγωγὴν των εἰς τὰς Ἀνωτάτας Σχολὰς τοῦ ἐξωτερικοῦ (ΗΠΑ, Ἀγγλίας, Γερμανίας). Μαθήματα: Ξέναι Γλῶσσαι, Οἰκονομικά, Λογιστική. [581,1083,872,1111]
table-row [192,142,376,151]
table-cell [177,317,186,326]
